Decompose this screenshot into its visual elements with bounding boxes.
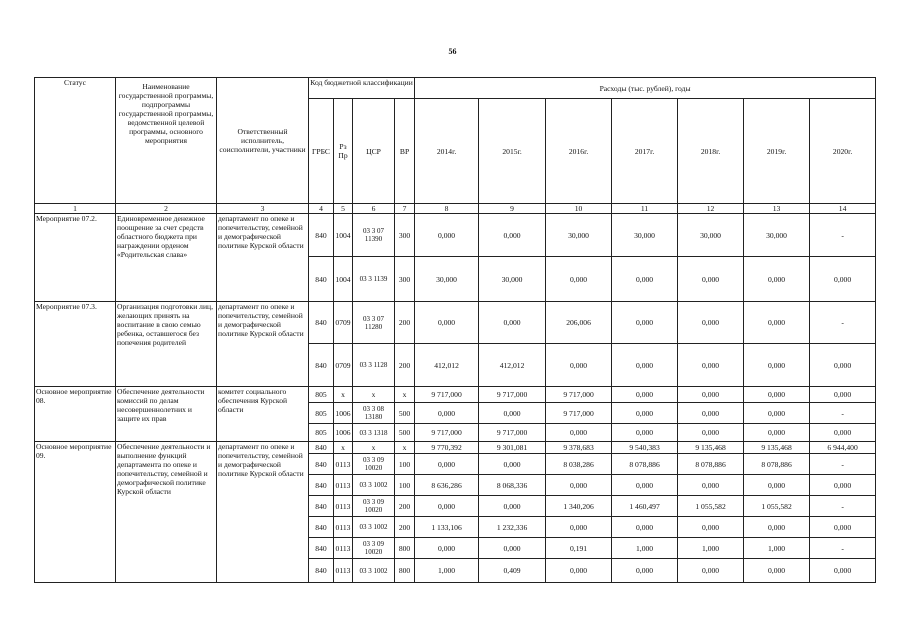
cell-value: 0,000	[678, 403, 744, 424]
row-status: Мероприятие 07.2.	[35, 214, 116, 302]
cell-vr: 200	[395, 344, 415, 387]
cell-value: 412,012	[415, 344, 479, 387]
cell-value: 9 717,000	[546, 403, 612, 424]
cell-csr: 03 3 09 10020	[353, 538, 395, 559]
cell-vr: 200	[395, 517, 415, 538]
cell-value: 30,000	[479, 257, 546, 302]
column-number: 4	[309, 204, 334, 214]
cell-rzpr: 0113	[334, 496, 353, 517]
cell-vr: 500	[395, 403, 415, 424]
cell-value: 9 135,468	[678, 442, 744, 454]
table-row	[35, 214, 876, 257]
cell-rzpr: 0113	[334, 517, 353, 538]
cell-value: 0,000	[678, 257, 744, 302]
cell-value: 1 055,582	[678, 496, 744, 517]
cell-rzpr: 0113	[334, 454, 353, 475]
column-number: 8	[415, 204, 479, 214]
column-number: 5	[334, 204, 353, 214]
header-budget-code: Код бюджетной классификации	[309, 78, 415, 99]
cell-value: 0,000	[678, 302, 744, 344]
cell-value: 0,000	[678, 517, 744, 538]
cell-rzpr: 0709	[334, 302, 353, 344]
header-year-2017: 2017г.	[612, 99, 678, 204]
cell-value: 1 340,206	[546, 496, 612, 517]
cell-csr: 03 3 1139	[353, 257, 395, 302]
cell-value: 0,000	[612, 257, 678, 302]
cell-value: 0,000	[678, 475, 744, 496]
table-row	[35, 442, 876, 454]
cell-rzpr: 0113	[334, 475, 353, 496]
cell-grbs: 840	[309, 302, 334, 344]
cell-value: 30,000	[678, 214, 744, 257]
cell-vr: х	[395, 387, 415, 403]
cell-value: 0,000	[415, 454, 479, 475]
cell-csr: 03 3 1002	[353, 475, 395, 496]
cell-value: 0,000	[744, 302, 810, 344]
cell-value: 0,000	[479, 496, 546, 517]
cell-vr: 200	[395, 302, 415, 344]
cell-rzpr: х	[334, 387, 353, 403]
cell-value: 0,000	[612, 344, 678, 387]
cell-value: 0,000	[612, 475, 678, 496]
cell-value: 9 135,468	[744, 442, 810, 454]
cell-vr: 800	[395, 538, 415, 559]
cell-value: 0,000	[479, 403, 546, 424]
cell-value: 0,000	[810, 344, 876, 387]
cell-value: 1,000	[678, 538, 744, 559]
cell-vr: 300	[395, 257, 415, 302]
table-row	[35, 387, 876, 403]
column-number: 2	[116, 204, 217, 214]
cell-value: 0,000	[744, 517, 810, 538]
header-csr: ЦСР	[353, 99, 395, 204]
cell-grbs: 805	[309, 424, 334, 442]
header-year-2020: 2020г.	[810, 99, 876, 204]
cell-value: 0,000	[479, 538, 546, 559]
cell-value: 1,000	[612, 538, 678, 559]
cell-grbs: 840	[309, 442, 334, 454]
cell-value: 1,000	[415, 559, 479, 583]
table-body	[35, 78, 876, 583]
cell-csr: 03 3 1128	[353, 344, 395, 387]
cell-value: 0,000	[810, 475, 876, 496]
cell-value: 30,000	[612, 214, 678, 257]
header-year-2016: 2016г.	[546, 99, 612, 204]
cell-csr: 03 3 1318	[353, 424, 395, 442]
cell-value: 0,000	[678, 387, 744, 403]
header-year-2018: 2018г.	[678, 99, 744, 204]
cell-value: 206,006	[546, 302, 612, 344]
cell-value: 0,000	[612, 559, 678, 583]
cell-value: 9 540,383	[612, 442, 678, 454]
cell-value: 30,000	[744, 214, 810, 257]
cell-value: 0,000	[612, 517, 678, 538]
row-name: Обеспечение деятельности и выполнение функций департамента по опеке и попечительству, семейной и демографической политике Курской области	[116, 442, 217, 583]
cell-value: 412,012	[479, 344, 546, 387]
cell-value: 0,000	[546, 424, 612, 442]
header-grbs: ГРБС	[309, 99, 334, 204]
column-number: 12	[678, 204, 744, 214]
row-executor: департамент по опеке и попечительству, семейной и демографической политике Курской области	[217, 302, 309, 387]
cell-grbs: 840	[309, 257, 334, 302]
cell-value: 8 068,336	[479, 475, 546, 496]
cell-grbs: 805	[309, 403, 334, 424]
row-executor: департамент по опеке и попечительству, семейной и демографической политике Курской области	[217, 214, 309, 302]
row-executor: департамент по опеке и попечительству, семейной и демографической политике Курской области	[217, 442, 309, 583]
cell-value: 0,000	[415, 214, 479, 257]
table-row	[35, 302, 876, 344]
cell-value: 1 055,582	[744, 496, 810, 517]
cell-value: 0,000	[612, 403, 678, 424]
cell-value: 0,000	[810, 387, 876, 403]
cell-rzpr: х	[334, 442, 353, 454]
row-executor: комитет социального обеспечения Курской области	[217, 387, 309, 442]
cell-value: 9 717,000	[546, 387, 612, 403]
cell-value: 0,000	[479, 454, 546, 475]
cell-value: 0,000	[415, 302, 479, 344]
column-number: 11	[612, 204, 678, 214]
cell-rzpr: 0113	[334, 538, 353, 559]
cell-csr: 03 3 09 10020	[353, 454, 395, 475]
cell-rzpr: 0113	[334, 559, 353, 583]
header-status: Статус	[35, 78, 116, 204]
cell-grbs: 840	[309, 517, 334, 538]
header-rzpr: Рз Пр	[334, 99, 353, 204]
cell-vr: 500	[395, 424, 415, 442]
cell-value: -	[810, 403, 876, 424]
cell-value: 0,000	[479, 214, 546, 257]
cell-csr: 03 3 07 11280	[353, 302, 395, 344]
budget-table	[34, 77, 876, 583]
cell-value: 0,000	[612, 302, 678, 344]
cell-value: 6 944,400	[810, 442, 876, 454]
cell-value: 8 038,286	[546, 454, 612, 475]
row-status: Основное мероприятие 08.	[35, 387, 116, 442]
cell-value: -	[810, 538, 876, 559]
column-number: 6	[353, 204, 395, 214]
cell-value: 0,000	[678, 344, 744, 387]
cell-rzpr: 1006	[334, 403, 353, 424]
cell-value: 0,000	[546, 344, 612, 387]
header-year-2015: 2015г.	[479, 99, 546, 204]
cell-value: 30,000	[546, 214, 612, 257]
cell-value: 0,000	[415, 403, 479, 424]
cell-value: 8 078,886	[612, 454, 678, 475]
cell-value: 0,000	[612, 387, 678, 403]
cell-value: 9 770,392	[415, 442, 479, 454]
cell-value: 0,000	[546, 517, 612, 538]
cell-csr: 03 3 1002	[353, 517, 395, 538]
cell-value: 8 078,886	[678, 454, 744, 475]
cell-csr: х	[353, 442, 395, 454]
cell-value: 0,000	[744, 387, 810, 403]
cell-value: 0,000	[415, 538, 479, 559]
cell-csr: х	[353, 387, 395, 403]
row-status: Основное мероприятие 09.	[35, 442, 116, 583]
cell-value: 0,000	[810, 517, 876, 538]
header-row-1	[35, 78, 876, 99]
cell-value: 8 078,886	[744, 454, 810, 475]
cell-value: 0,000	[546, 559, 612, 583]
row-status: Мероприятие 07.3.	[35, 302, 116, 387]
cell-value: 9 378,683	[546, 442, 612, 454]
cell-value: 0,000	[415, 496, 479, 517]
column-numbers-row	[35, 204, 876, 214]
cell-value: 0,000	[810, 424, 876, 442]
cell-csr: 03 3 1002	[353, 559, 395, 583]
cell-value: -	[810, 302, 876, 344]
cell-value: 0,000	[810, 559, 876, 583]
cell-vr: х	[395, 442, 415, 454]
cell-value: 30,000	[415, 257, 479, 302]
cell-grbs: 840	[309, 496, 334, 517]
cell-value: 0,191	[546, 538, 612, 559]
cell-csr: 03 3 07 11390	[353, 214, 395, 257]
cell-value: 0,000	[479, 302, 546, 344]
cell-value: 9 301,081	[479, 442, 546, 454]
cell-rzpr: 1004	[334, 214, 353, 257]
cell-grbs: 805	[309, 387, 334, 403]
cell-value: 0,000	[546, 475, 612, 496]
header-name: Наименование государственной программы, подпрограммы государственной программы, ведомственной целевой программы, основного мероприятия	[116, 78, 217, 204]
page-number: 56	[448, 47, 457, 56]
cell-value: 9 717,000	[479, 387, 546, 403]
cell-grbs: 840	[309, 475, 334, 496]
header-year-2019: 2019г.	[744, 99, 810, 204]
cell-grbs: 840	[309, 538, 334, 559]
column-number: 13	[744, 204, 810, 214]
column-number: 3	[217, 204, 309, 214]
cell-value: 0,000	[612, 424, 678, 442]
cell-value: 1 232,336	[479, 517, 546, 538]
header-year-2014: 2014г.	[415, 99, 479, 204]
column-number: 9	[479, 204, 546, 214]
cell-grbs: 840	[309, 344, 334, 387]
cell-rzpr: 1006	[334, 424, 353, 442]
cell-value: 0,000	[744, 424, 810, 442]
cell-rzpr: 1004	[334, 257, 353, 302]
row-name: Организация подготовки лиц, желающих принять на воспитание в свою семью ребенка, оставшегося без попечения родителей	[116, 302, 217, 387]
cell-value: 9 717,000	[415, 424, 479, 442]
cell-value: 0,000	[744, 475, 810, 496]
cell-value: 0,000	[810, 257, 876, 302]
cell-grbs: 840	[309, 559, 334, 583]
cell-csr: 03 3 08 13180	[353, 403, 395, 424]
cell-vr: 100	[395, 475, 415, 496]
column-number: 1	[35, 204, 116, 214]
cell-vr: 200	[395, 496, 415, 517]
cell-value: 1 460,497	[612, 496, 678, 517]
cell-value: 0,000	[744, 559, 810, 583]
cell-value: 0,000	[546, 257, 612, 302]
column-number: 7	[395, 204, 415, 214]
column-number: 14	[810, 204, 876, 214]
cell-value: 0,000	[744, 403, 810, 424]
cell-value: 0,409	[479, 559, 546, 583]
column-number: 10	[546, 204, 612, 214]
cell-value: -	[810, 496, 876, 517]
cell-vr: 800	[395, 559, 415, 583]
cell-value: 0,000	[678, 424, 744, 442]
cell-value: -	[810, 454, 876, 475]
row-name: Единовременное денежное поощрение за счет средств областного бюджета при награждении орденом «Родительская слава»	[116, 214, 217, 302]
cell-value: 9 717,000	[479, 424, 546, 442]
row-name: Обеспечение деятельности комиссий по делам несовершеннолетних и защите их прав	[116, 387, 217, 442]
cell-value: 0,000	[678, 559, 744, 583]
cell-grbs: 840	[309, 214, 334, 257]
cell-csr: 03 3 09 10020	[353, 496, 395, 517]
header-executor: Ответственный исполнитель, соисполнители, участники	[217, 78, 309, 204]
cell-rzpr: 0709	[334, 344, 353, 387]
cell-value: 0,000	[744, 344, 810, 387]
cell-value: 1,000	[744, 538, 810, 559]
header-vr: ВР	[395, 99, 415, 204]
cell-grbs: 840	[309, 454, 334, 475]
cell-vr: 300	[395, 214, 415, 257]
cell-value: 8 636,286	[415, 475, 479, 496]
cell-vr: 100	[395, 454, 415, 475]
cell-value: -	[810, 214, 876, 257]
cell-value: 9 717,000	[415, 387, 479, 403]
cell-value: 0,000	[744, 257, 810, 302]
header-expenses: Расходы (тыс. рублей), годы	[415, 78, 876, 99]
cell-value: 1 133,106	[415, 517, 479, 538]
